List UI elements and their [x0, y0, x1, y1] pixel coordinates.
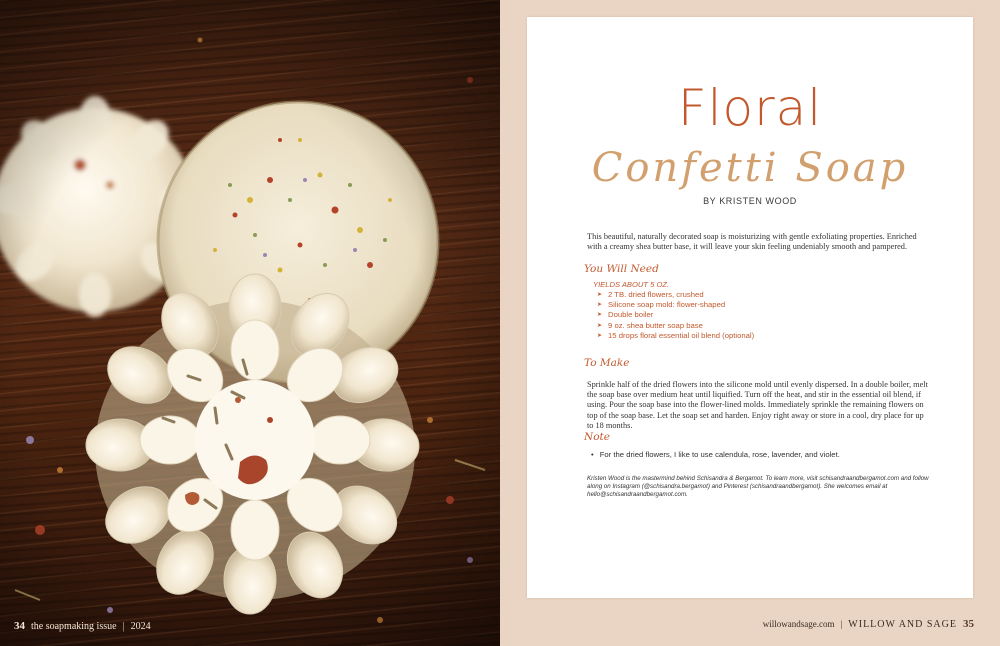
method-paragraph: Sprinkle half of the dried flowers into the silicone mold until evenly dispersed. In a double boiler, melt the soap base over medium heat until liquified. Turn off the heat, and stir in the essential oil blend, if using. Pour the soap base into the flower-lined molds. Immediately sprinkle the remaining flowers on top of the soap base. Let the soap set and harden. Enjoy right away or store in a cool, dry place for up to 18 months.: [587, 380, 928, 430]
ingredient-item: ➤ 9 oz. shea butter soap base: [597, 320, 703, 330]
website-url: willowandsage.com: [762, 619, 835, 629]
author-bio: Kristen Wood is the mastermind behind Schisandra & Bergamot. To learn more, visit schisandraandbergamot.com and follow along on Instagram (@schisandra.bergamot) and Pinterest (schisandraandbergamot). She welcomes email at hello@schisandraandbergamot.com.: [587, 475, 929, 498]
left-footer: [14, 620, 151, 632]
ingredient-item: ➤ 15 drops floral essential oil blend (optional): [597, 330, 755, 340]
issue-year: 2024: [130, 620, 151, 632]
left-page-number: 34: [14, 620, 25, 632]
right-page-number: 35: [963, 618, 974, 630]
footer-separator: |: [122, 620, 125, 632]
ingredient-list: [597, 290, 754, 341]
ingredient-item: ➤ 2 TB. dried flowers, crushed: [597, 290, 704, 299]
note-bullet: •: [591, 450, 594, 459]
paper-sheet: [527, 17, 973, 598]
footer-separator: |: [840, 619, 843, 629]
yields-label: YIELDS ABOUT 5 OZ.: [593, 280, 670, 289]
note-text: For the dried flowers, I like to use calendula, rose, lavender, and violet.: [599, 450, 840, 459]
note-heading: Note: [584, 431, 610, 443]
note-item: [591, 450, 840, 459]
arrow-bullet-icon: ➤: [597, 312, 603, 319]
arrow-bullet-icon: ➤: [597, 292, 603, 298]
magazine-brand: WILLOW AND SAGE: [848, 618, 957, 630]
ingredient-item: ➤ Double boiler: [597, 310, 654, 320]
title-line-2: Confetti Soap: [591, 145, 909, 191]
byline: BY KRISTEN WOOD: [703, 196, 797, 206]
right-footer: [763, 618, 974, 630]
arrow-bullet-icon: ➤: [597, 302, 603, 309]
ingredient-item: ➤ Silicone soap mold: flower-shaped: [597, 300, 726, 310]
intro-paragraph: This beautiful, naturally decorated soap is moisturizing with gentle exfoliating properties. Enriched with a creamy shea butter base, it will leave your skin feeling undeniably smooth and pampered.: [587, 232, 917, 251]
text-page: [500, 0, 1000, 646]
issue-name: the soapmaking issue: [31, 620, 117, 632]
you-will-need-heading: You Will Need: [584, 263, 659, 275]
arrow-bullet-icon: ➤: [597, 332, 603, 339]
title-line-1: Floral: [677, 79, 823, 137]
to-make-heading: To Make: [584, 357, 630, 369]
arrow-bullet-icon: ➤: [597, 322, 603, 329]
